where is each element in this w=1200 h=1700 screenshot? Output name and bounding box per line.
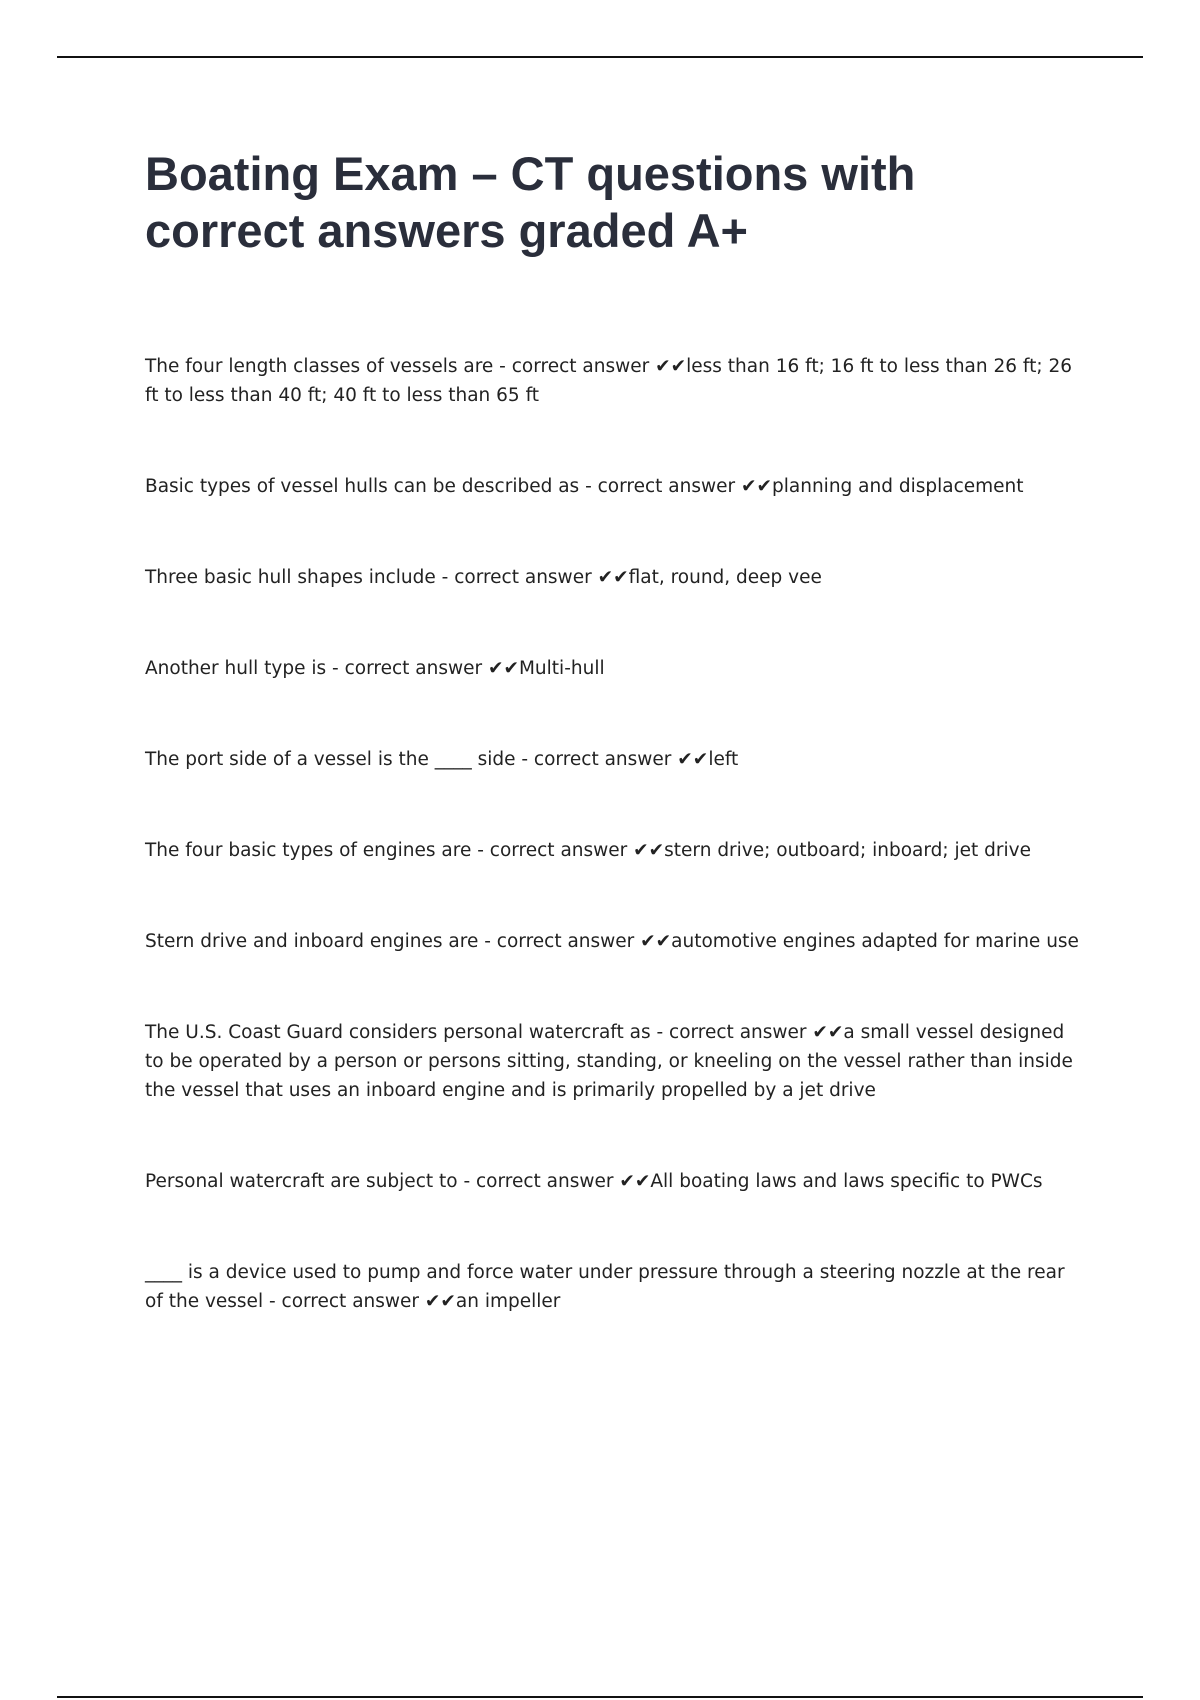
answer-separator: - correct answer (515, 749, 678, 770)
qa-list (145, 352, 1085, 1316)
double-check-icon: ✔✔ (655, 356, 687, 377)
question-text: ____ is a device used to pump and force water under pressure through a steering nozzle at the rear of the vessel (145, 1262, 1065, 1312)
answer-separator: - correct answer (326, 658, 488, 679)
answer-separator: - correct answer (263, 1291, 425, 1312)
answer-text: planning and displacement (772, 476, 1024, 497)
answer-text: less than 16 ft; 16 ft to less than 26 ft; 26 ft to less than 40 ft; 40 ft to less than 65 ft (145, 356, 1072, 406)
qa-item (145, 654, 1085, 683)
answer-separator: - correct answer (478, 931, 641, 952)
qa-item (145, 563, 1085, 592)
double-check-icon: ✔✔ (741, 476, 773, 497)
question-text: The port side of a vessel is the ____ side (145, 749, 516, 770)
question-text: Another hull type is (145, 658, 327, 679)
double-check-icon: ✔✔ (424, 1291, 456, 1312)
answer-separator: - correct answer (471, 840, 634, 861)
question-text: Basic types of vessel hulls can be described as (145, 476, 580, 497)
question-text: Stern drive and inboard engines are (145, 931, 479, 952)
qa-item (145, 352, 1085, 410)
answer-separator: - correct answer (579, 476, 741, 497)
answer-text: All boating laws and laws specific to PWCs (650, 1171, 1043, 1192)
question-text: Personal watercraft are subject to (145, 1171, 458, 1192)
double-check-icon: ✔✔ (487, 658, 519, 679)
double-check-icon: ✔✔ (677, 749, 709, 770)
answer-separator: - correct answer (650, 1022, 813, 1043)
qa-item (145, 472, 1085, 501)
qa-item (145, 1018, 1085, 1105)
question-text: The four basic types of engines are (145, 840, 472, 861)
answer-separator: - correct answer (457, 1171, 620, 1192)
qa-item (145, 836, 1085, 865)
top-rule (57, 56, 1143, 58)
question-text: Three basic hull shapes include (145, 567, 436, 588)
double-check-icon: ✔✔ (640, 931, 672, 952)
bottom-rule (57, 1696, 1143, 1698)
answer-text: left (708, 749, 739, 770)
answer-text: Multi-hull (518, 658, 605, 679)
answer-separator: - correct answer (435, 567, 598, 588)
qa-item (145, 1258, 1085, 1316)
qa-item (145, 745, 1085, 774)
answer-text: a small vessel designed to be operated by a person or persons sitting, standing, or kneeling on the vessel rather than inside the vessel that uses an inboard engine and is primarily propelled by a jet drive (145, 1022, 1073, 1101)
question-text: The U.S. Coast Guard considers personal watercraft as (145, 1022, 651, 1043)
answer-separator: - correct answer (493, 356, 656, 377)
answer-text: an impeller (455, 1291, 561, 1312)
answer-text: stern drive; outboard; inboard; jet drive (664, 840, 1031, 861)
document-title: Boating Exam – CT questions with correct answers graded A+ (145, 147, 916, 257)
document-body (145, 145, 1085, 1378)
double-check-icon: ✔✔ (812, 1022, 844, 1043)
qa-item (145, 1167, 1085, 1196)
question-text: The four length classes of vessels are (145, 356, 494, 377)
qa-item (145, 927, 1085, 956)
answer-text: flat, round, deep vee (628, 567, 822, 588)
double-check-icon: ✔✔ (633, 840, 665, 861)
double-check-icon: ✔✔ (619, 1171, 651, 1192)
double-check-icon: ✔✔ (597, 567, 629, 588)
answer-text: automotive engines adapted for marine use (671, 931, 1079, 952)
